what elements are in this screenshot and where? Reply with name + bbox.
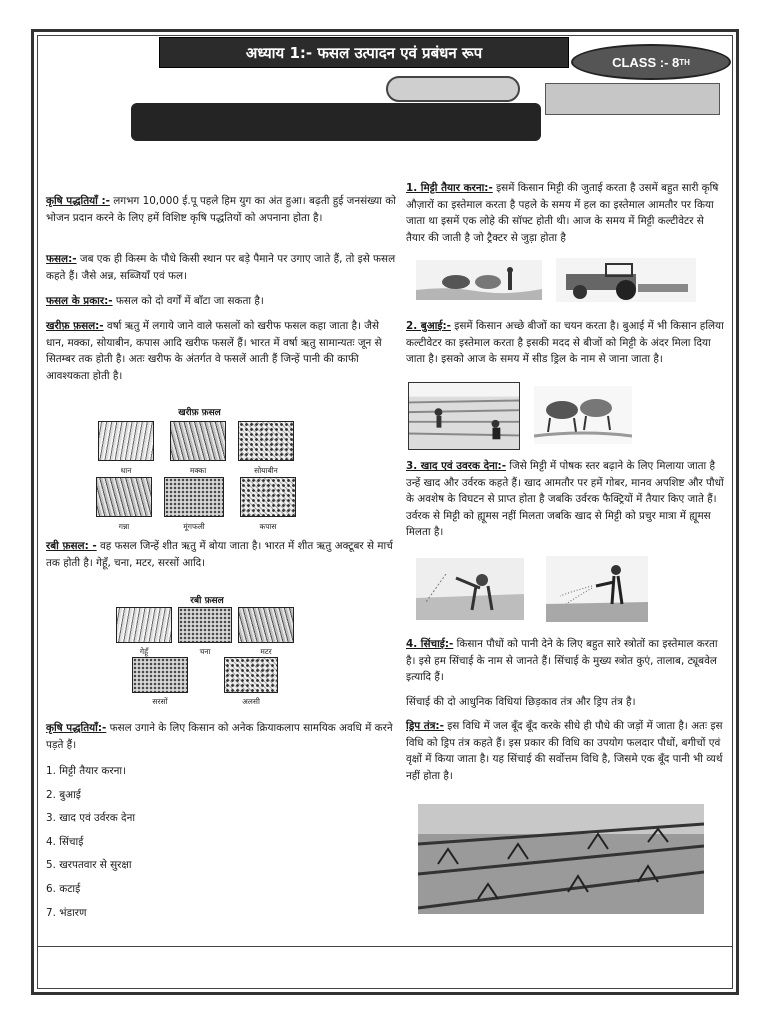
rabi-crops-figure — [112, 593, 302, 705]
rabi-para — [46, 538, 396, 571]
para-text: जिसे मिट्टी में पोषक स्तर बढ़ाने के लिए मिलाया जाता है उन्हें खाद और उर्वरक कहते हैं। खाद आमतौर पर हमें गोबर, मानव अपशिष्ट और पौधों के अवशेष के विघटन से प्राप्त होता है जबकि उर्वरक फैक्ट्रियों में तैयार किए जाते हैं। उर्वरक से मिट्टी को ह्यूमस नहीं मिलता जबकि खाद से मिट्टी को प्रचुर मात्रा में ह्यूमस मिलता है। — [406, 460, 724, 538]
caption: सरसों — [152, 697, 168, 706]
cotton-image — [240, 477, 296, 517]
para-text: फसल को दो वर्गों में बाँटा जा सकता है। — [112, 295, 264, 307]
ploughing-photo — [416, 260, 542, 300]
class-label: CLASS :- 8 — [612, 54, 680, 70]
soil-prep-para — [406, 180, 724, 246]
list-item: 6. कटाई — [46, 883, 81, 895]
caption: चना — [199, 647, 211, 656]
list-item: 3. खाद एवं उर्वरक देना — [46, 812, 136, 824]
drip-irrigation-photo — [418, 804, 704, 914]
chapter-title: अध्याय 1:- फसल उत्पादन एवं प्रबंधन रूप — [159, 37, 569, 68]
para-term: 4. सिंचाई:- — [406, 638, 454, 650]
caption: धान — [120, 466, 132, 475]
linseed-image — [224, 657, 278, 693]
maize-image — [170, 421, 226, 461]
irrigation-para — [406, 636, 724, 686]
pea-image — [238, 607, 294, 643]
drip-para — [406, 718, 724, 784]
manure-photo — [416, 558, 524, 620]
class-badge — [571, 44, 731, 80]
list-item: 1. मिट्टी तैयार करना। — [46, 765, 127, 777]
para-term: फसल के प्रकार:- — [46, 295, 113, 307]
caption: मटर — [260, 647, 272, 656]
sprinkling-photo — [546, 556, 648, 622]
caption: गेहूँ — [139, 647, 149, 656]
para-term: कृषि पद्धतियाँ:- — [46, 722, 107, 734]
list-item: 4. सिंचाई — [46, 836, 84, 848]
kharif-para — [46, 318, 396, 384]
figure-title: खरीफ़ फ़सल — [178, 408, 221, 418]
groundnut-image — [164, 477, 224, 517]
manure-para — [406, 458, 724, 541]
para-text: वह फसल जिन्हें शीत ऋतु में बोया जाता है। भारत में शीत ऋतु अक्टूबर से मार्च तक होती है। गेहूँ, चना, मटर, सरसों आदि। — [46, 540, 393, 569]
soybean-image — [238, 421, 294, 461]
caption: सोयाबीन — [254, 466, 278, 475]
gram-image — [178, 607, 232, 643]
list-item: 5. खरपतवार से सुरक्षा — [46, 859, 132, 871]
figure-title: रबी फ़सल — [190, 596, 224, 606]
caption: अलसी — [242, 697, 260, 706]
agri-activities-para — [46, 720, 396, 753]
sugarcane-image — [96, 477, 152, 517]
caption: मूंगफली — [183, 522, 205, 531]
para-text: इस विधि में जल बूँद बूँद करके सीधे ही पौधे की जड़ों में जाता है। अतः इस विधि को ड्रिप तंत्र कहते हैं। इस प्रकार की विधि का उपयोग फलदार पौधों, बगीचों एवं वृक्षों में किया जाता है। यह सिंचाई की सर्वोत्तम विधि है, जिसमे एक बूँद पानी भी व्यर्थ नहीं होता है। — [406, 720, 723, 782]
para-text: लगभग 10,000 ई.पू पहले हिम युग का अंत हुआ। बढ़ती हुई जनसंख्या को भोजन प्रदान करने के लिए हमें विशिष्ट कृषि पद्धतियों को अपनाना होता है। — [46, 195, 396, 224]
subtitle-banner — [131, 103, 541, 141]
irrigation-methods-para: सिंचाई की दो आधुनिक विधियां छिड़काव तंत्र और ड्रिप तंत्र है। — [406, 696, 636, 708]
caption: गन्ना — [118, 522, 130, 531]
para-term: रबी फ़सल: - — [46, 540, 97, 552]
para-term: 2. बुआई:- — [406, 320, 451, 332]
caption: मक्का — [189, 466, 207, 475]
oxen-photo — [534, 386, 632, 444]
wheat-image — [116, 607, 172, 643]
agri-practices-para — [46, 193, 396, 226]
sowing-para — [406, 318, 724, 368]
paddy-image — [98, 421, 154, 461]
tractor-photo — [556, 258, 696, 302]
para-term: फसल:- — [46, 253, 77, 265]
para-text: फसल उगाने के लिए किसान को अनेक क्रियाकलाप सामयिक अवधि में करने पड़ते हैं। — [46, 722, 393, 751]
para-text: इसमें किसान अच्छे बीजों का चयन करता है। बुआई में भी किसान हलिया कल्टीवेटर का इस्तेमाल करता है इसकी मदद से बीजों को मिट्टी के अंदर मिला दिया जाता है। इसको आज के समय में सीड ड्रिल के नाम से जाना जाता है। — [406, 320, 724, 365]
list-item: 7. भंडारण — [46, 907, 87, 919]
class-suffix: TH — [679, 57, 690, 67]
para-term: खरीफ़ फ़सल:- — [46, 320, 104, 332]
footer-divider — [37, 946, 733, 947]
para-term: ड्रिप तंत्र:- — [406, 720, 444, 732]
sowing-photo — [408, 382, 520, 450]
para-term: 1. मिट्टी तैयार करना:- — [406, 182, 493, 194]
list-item: 2. बुआई — [46, 789, 81, 801]
mustard-image — [132, 657, 188, 693]
crop-definition-para — [46, 251, 396, 284]
para-term: कृषि पद्धतियाँ :- — [46, 195, 110, 207]
para-text: इसमें किसान मिट्टी की जुताई करता है उसमें बहुत सारी कृषि औज़ारों का इस्तेमाल करता है पहले के समय में हल का इस्तेमाल आमतौर पर किया जाता था इसमें एक लोहे की सॉफ्ट होती थी। आज के समय में मिट्टी कल्टीवेटर से तैयार की जाती है जो ट्रैक्टर से जुड़ा होता है — [406, 182, 719, 244]
info-box — [545, 83, 720, 115]
para-term: 3. खाद एवं उवरक देना:- — [406, 460, 507, 472]
caption: कपास — [259, 522, 277, 531]
crop-types-para — [46, 293, 396, 310]
para-text: जब एक ही किस्म के पौधे किसी स्थान पर बड़े पैमाने पर उगाए जाते हैं, तो इसे फसल कहते हैं। जैसे अन्न, सब्जियाँ एवं फल। — [46, 253, 396, 282]
para-text: वर्षा ऋतु में लगाये जाने वाले फसलों को खरीफ फसल कहा जाता है। जैसे धान, मक्का, सोयाबीन, कपास आदि खरीफ फसलें हैं। भारत में वर्षा ऋतु सामान्यतः जून से सितम्बर तक होती है। अतः खरीफ के अंतर्गत वे फसलें आती हैं जिन्हें पानी की काफी आवश्यकता होती है। — [46, 320, 382, 382]
kharif-crops-figure — [92, 405, 307, 530]
para-text: किसान पौधों को पानी देने के लिए बहुत सारे स्त्रोतों का इस्तेमाल करता है। इसे हम सिंचाई के नाम से जानते हैं। सिंचाई के मुख्य स्त्रोत कुएं, तालाब, ट्यूबवेल इत्यादि हैं। — [406, 638, 718, 683]
name-pill — [386, 76, 520, 102]
